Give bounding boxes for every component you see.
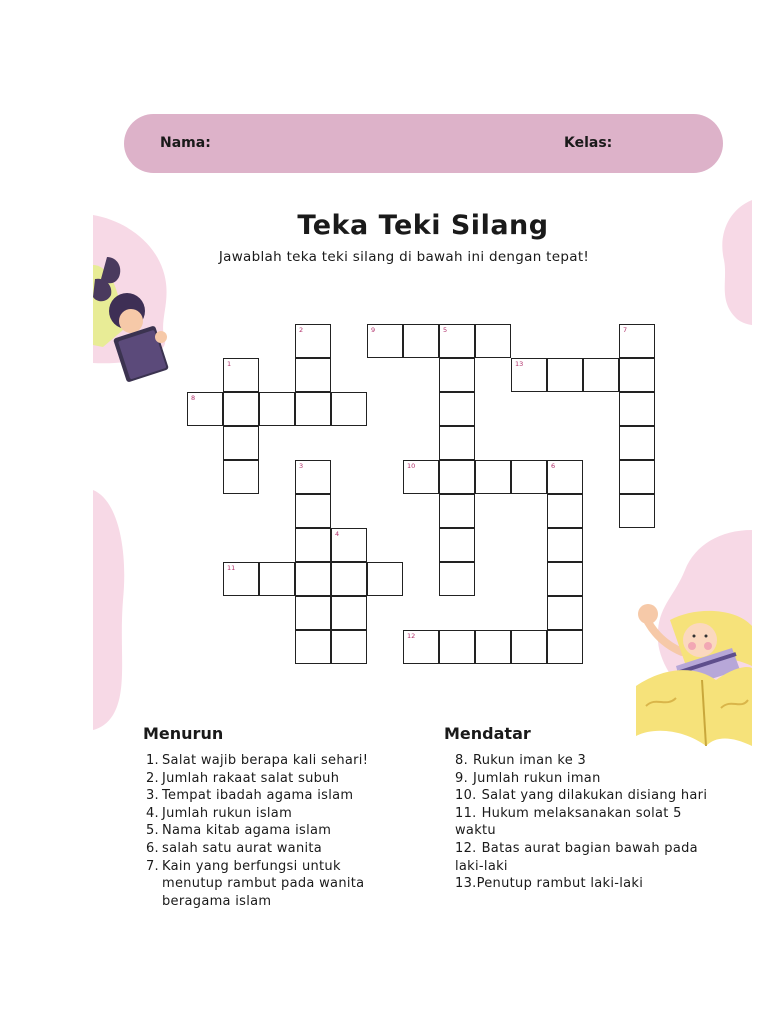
crossword-cell[interactable]	[619, 392, 655, 426]
clue-item-text: Kain yang berfungsi untuk menutup rambut pada wanita beragama islam	[162, 858, 365, 909]
crossword-cell[interactable]	[439, 392, 475, 426]
crossword-cell[interactable]	[259, 562, 295, 596]
crossword-cell[interactable]	[439, 494, 475, 528]
clue-item-text: Salat yang dilakukan disiang hari	[481, 788, 708, 804]
name-class-bar	[124, 114, 723, 173]
clue-item-text: salah satu aurat wanita	[162, 840, 323, 856]
crossword-cell[interactable]	[331, 528, 367, 562]
crossword-cell[interactable]	[331, 596, 367, 630]
crossword-cell[interactable]	[511, 630, 547, 664]
crossword-cell[interactable]	[619, 324, 655, 358]
crossword-cell[interactable]	[187, 392, 223, 426]
crossword-cell[interactable]	[475, 460, 511, 494]
crossword-cell[interactable]	[619, 358, 655, 392]
clue-number: 13	[515, 360, 524, 368]
name-label: Nama:	[160, 135, 211, 151]
crossword-cell[interactable]	[295, 358, 331, 392]
crossword-cell[interactable]	[439, 358, 475, 392]
clue-item	[455, 787, 710, 805]
crossword-cell[interactable]	[439, 630, 475, 664]
clue-item-number: 7.	[145, 858, 159, 874]
crossword-cell[interactable]	[223, 426, 259, 460]
crossword-cell[interactable]	[547, 562, 583, 596]
clue-item-text: Rukun iman ke 3	[473, 753, 587, 768]
crossword-cell[interactable]	[331, 392, 367, 426]
clue-item	[143, 787, 383, 805]
clue-item	[143, 770, 383, 788]
clue-item	[143, 752, 383, 770]
clue-number: 7	[623, 326, 628, 334]
crossword-cell[interactable]	[223, 460, 259, 494]
clue-item-text: Batas aurat bagian bawah pada laki-laki	[455, 840, 698, 874]
crossword-cell[interactable]	[475, 324, 511, 358]
instructions: Jawablah teka teki silang di bawah ini dengan tepat!	[218, 249, 590, 265]
clue-item-number: 2.	[145, 770, 159, 786]
clue-number: 11	[227, 564, 236, 572]
clue-item	[143, 858, 383, 911]
clue-item-number: 5.	[145, 823, 159, 839]
clue-item-text: Jumlah rukun islam	[162, 805, 293, 821]
down-heading: Menurun	[143, 724, 224, 743]
crossword-cell[interactable]	[439, 528, 475, 562]
crossword-cell[interactable]	[583, 358, 619, 392]
clue-item-number: 8.	[455, 753, 469, 768]
page-title: Teka Teki Silang	[297, 210, 549, 241]
clue-item	[455, 875, 710, 893]
crossword-cell[interactable]	[295, 460, 331, 494]
across-heading: Mendatar	[444, 724, 531, 743]
crossword-cell[interactable]	[367, 562, 403, 596]
crossword-cell[interactable]	[295, 528, 331, 562]
clue-item	[143, 822, 383, 840]
clue-item-text: Jumlah rakaat salat subuh	[162, 770, 340, 786]
clue-item	[455, 840, 710, 875]
clue-item-text: Tempat ibadah agama islam	[162, 788, 354, 804]
crossword-cell[interactable]	[367, 324, 403, 358]
crossword-cell[interactable]	[223, 358, 259, 392]
clue-item-number: 12.	[455, 840, 477, 856]
clue-number: 1	[227, 360, 232, 368]
crossword-cell[interactable]	[295, 392, 331, 426]
clue-item-number: 11.	[455, 805, 477, 821]
crossword-cell[interactable]	[547, 630, 583, 664]
clue-number: 5	[443, 326, 448, 334]
crossword-cell[interactable]	[295, 494, 331, 528]
clue-number: 4	[335, 530, 340, 538]
clue-item-number: 4.	[145, 805, 159, 821]
crossword-cell[interactable]	[547, 494, 583, 528]
clue-number: 3	[299, 462, 304, 470]
crossword-cell[interactable]	[547, 358, 583, 392]
across-clues	[455, 752, 710, 893]
clue-item-number: 10.	[455, 788, 477, 804]
crossword-cell[interactable]	[619, 494, 655, 528]
pink-blob-left-middle	[93, 490, 133, 730]
crossword-cell[interactable]	[511, 460, 547, 494]
crossword-cell[interactable]	[331, 630, 367, 664]
clue-item	[455, 805, 710, 840]
clue-number: 2	[299, 326, 304, 334]
crossword-cell[interactable]	[547, 528, 583, 562]
clue-item-text: Salat wajib berapa kali sehari!	[162, 753, 369, 768]
clue-item	[143, 805, 383, 823]
clue-item-number: 6.	[145, 840, 159, 856]
girl-cheering-illustration	[636, 596, 752, 748]
clue-item	[143, 840, 383, 858]
clue-item	[455, 752, 710, 770]
crossword-cell[interactable]	[439, 426, 475, 460]
crossword-cell[interactable]	[295, 562, 331, 596]
crossword-cell[interactable]	[223, 392, 259, 426]
down-clues	[143, 752, 383, 910]
clue-item-number: 13.	[455, 876, 477, 892]
crossword-cell[interactable]	[295, 596, 331, 630]
crossword-cell[interactable]	[475, 630, 511, 664]
crossword-cell[interactable]	[403, 460, 439, 494]
clue-number: 10	[407, 462, 416, 470]
crossword-cell[interactable]	[439, 562, 475, 596]
clue-item-text: Jumlah rukun iman	[473, 770, 601, 786]
crossword-cell[interactable]	[331, 562, 367, 596]
crossword-cell[interactable]	[403, 630, 439, 664]
crossword-cell[interactable]	[439, 324, 475, 358]
crossword-cell[interactable]	[223, 562, 259, 596]
crossword-cell[interactable]	[439, 460, 475, 494]
clue-item-text: Penutup rambut laki-laki	[476, 876, 644, 892]
crossword-cell[interactable]	[547, 596, 583, 630]
clue-item-number: 9.	[455, 770, 469, 786]
crossword-cell[interactable]	[259, 392, 295, 426]
class-label: Kelas:	[564, 135, 613, 151]
crossword-cell[interactable]	[403, 324, 439, 358]
clue-number: 6	[551, 462, 556, 470]
crossword-cell[interactable]	[619, 460, 655, 494]
clue-item-number: 1.	[145, 753, 159, 768]
clue-number: 9	[371, 326, 376, 334]
clue-number: 8	[191, 394, 196, 402]
crossword-cell[interactable]	[619, 426, 655, 460]
clue-number: 12	[407, 632, 416, 640]
crossword-cell[interactable]	[547, 460, 583, 494]
clue-item	[455, 770, 710, 788]
crossword-cell[interactable]	[295, 324, 331, 358]
clue-item-text: Nama kitab agama islam	[162, 823, 332, 839]
crossword-cell[interactable]	[295, 630, 331, 664]
crossword-cell[interactable]	[511, 358, 547, 392]
clue-item-text: Hukum melaksanakan solat 5 waktu	[455, 805, 682, 839]
clue-item-number: 3.	[145, 788, 159, 804]
girl-reading-illustration	[93, 255, 173, 385]
